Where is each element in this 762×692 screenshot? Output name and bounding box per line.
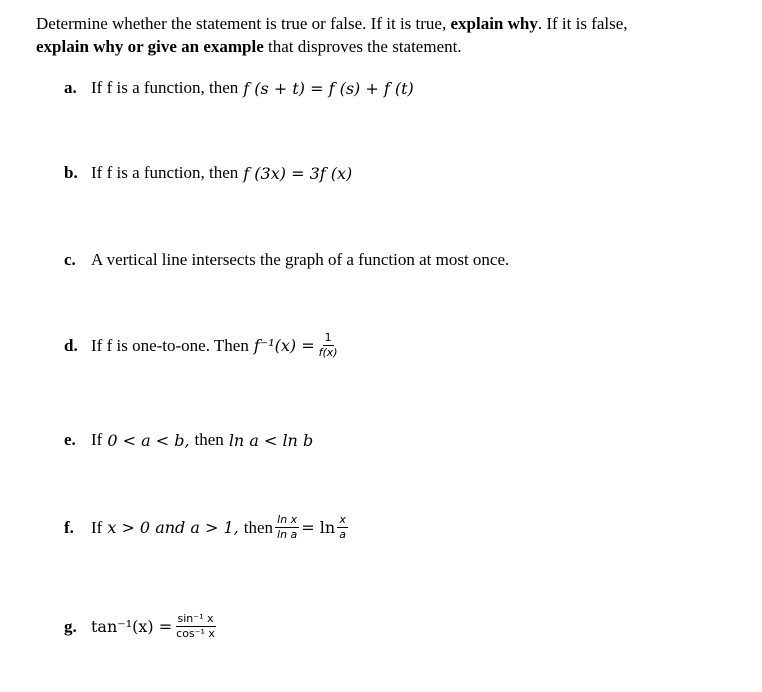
fraction bbox=[174, 613, 217, 640]
item-text: If bbox=[91, 517, 103, 537]
item-a bbox=[64, 78, 414, 98]
fraction bbox=[337, 514, 348, 541]
item-math: tan⁻¹(x) = bbox=[91, 617, 173, 636]
fraction-denominator: f(x) bbox=[318, 346, 338, 359]
item-math: 0 < a < b, bbox=[107, 430, 190, 450]
instructions-bold-explain-why: explain why bbox=[450, 14, 538, 33]
fraction bbox=[275, 514, 299, 541]
item-letter: d. bbox=[64, 335, 78, 355]
item-math: f (3x) = 3f (x) bbox=[243, 163, 353, 183]
item-b bbox=[64, 163, 352, 183]
instructions bbox=[36, 12, 736, 58]
fraction bbox=[317, 332, 340, 359]
item-text: If f is a function, then bbox=[91, 78, 239, 97]
item-letter: a. bbox=[64, 78, 77, 97]
item-math: x > 0 and a > 1, bbox=[107, 518, 239, 537]
instructions-text: Determine whether the statement is true or false. If it is true, bbox=[36, 14, 451, 33]
instructions-text: . If it is false, bbox=[537, 14, 628, 33]
item-text: A vertical line intersects the graph of a function at most once. bbox=[91, 250, 510, 269]
item-letter: c. bbox=[64, 250, 76, 269]
instructions-text: that disproves the statement. bbox=[263, 37, 462, 56]
fraction-denominator: cos⁻¹ x bbox=[176, 627, 215, 640]
item-letter: f. bbox=[64, 517, 74, 537]
item-math: f (s + t) = f (s) + f (t) bbox=[243, 78, 414, 98]
fraction-denominator: ln a bbox=[277, 528, 298, 541]
item-letter: e. bbox=[64, 430, 76, 449]
item-math: = ln bbox=[301, 518, 336, 537]
item-letter: g. bbox=[64, 616, 77, 636]
fraction-numerator: sin⁻¹ x bbox=[177, 612, 214, 625]
item-text: If bbox=[91, 430, 103, 449]
fraction-denominator: a bbox=[339, 528, 346, 541]
item-d bbox=[64, 332, 342, 359]
item-letter: b. bbox=[64, 163, 78, 182]
item-math: f⁻¹(x) = bbox=[253, 336, 315, 355]
item-text: If f is a function, then bbox=[91, 163, 239, 182]
fraction-numerator: 1 bbox=[324, 331, 332, 344]
instructions-bold-counterexample: explain why or give an example bbox=[36, 37, 264, 56]
item-text: then bbox=[243, 517, 274, 537]
item-f bbox=[64, 514, 350, 541]
item-g bbox=[64, 613, 219, 640]
fraction-numerator: x bbox=[339, 513, 346, 526]
fraction-numerator: ln x bbox=[277, 513, 298, 526]
item-math: ln a < ln b bbox=[228, 430, 314, 450]
item-text: If f is one-to-one. Then bbox=[91, 335, 249, 355]
item-e bbox=[64, 430, 313, 450]
item-text: then bbox=[194, 430, 224, 449]
item-c bbox=[64, 250, 509, 270]
